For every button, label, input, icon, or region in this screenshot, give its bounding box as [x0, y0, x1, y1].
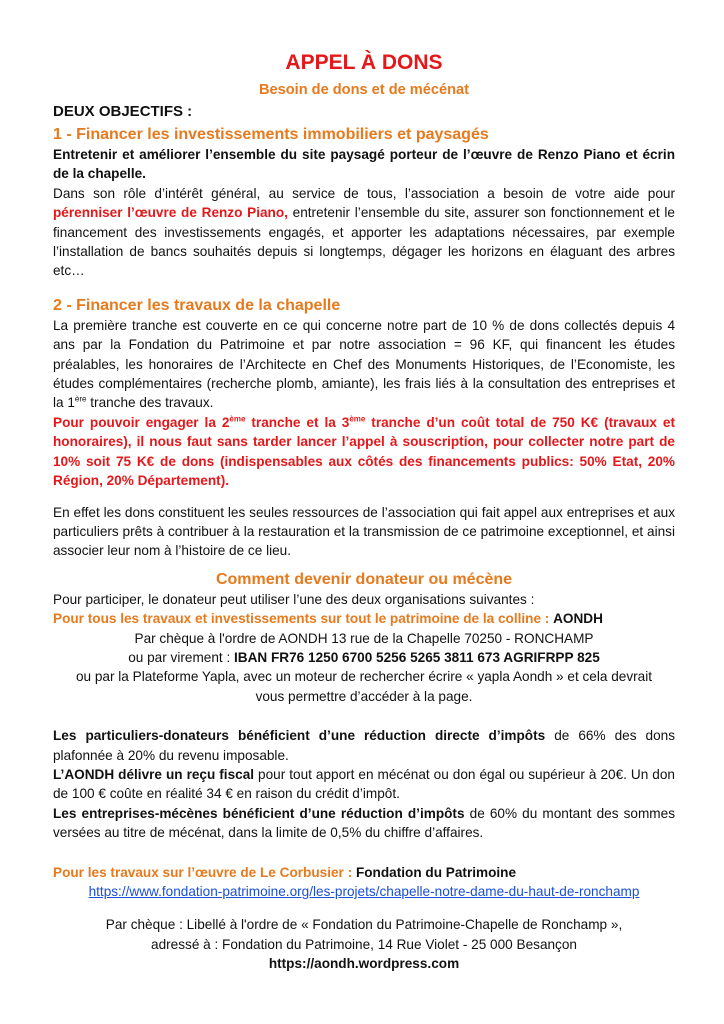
section1-lead: Entretenir et améliorer l’ensemble du site paysagé porteur de l’œuvre de Renzo Piano et écrin de la chapelle. [53, 147, 675, 182]
section1-body-start: Dans son rôle d’intérêt général, au service de tous, l’association a besoin de votre aide pour [53, 185, 675, 201]
red-sup-2: ème [349, 414, 366, 424]
iban: IBAN FR76 1250 6700 5256 5265 3811 673 AGRIFRPP 825 [234, 649, 600, 665]
website-url[interactable]: https://aondh.wordpress.com [268, 956, 460, 972]
red-sup-1: ème [229, 414, 246, 424]
donor-heading: Comment devenir donateur ou mécène [215, 570, 513, 588]
aondh-line [53, 609, 675, 628]
aondh-label: Pour tous les travaux et investissements sur tout le patrimoine de la colline : [53, 611, 550, 627]
tax-individuals-rest: de 66% des dons plafonnée à 20% du revenu imposable. [53, 728, 675, 763]
virement-label: ou par virement : [128, 649, 231, 665]
section2-para1 [53, 316, 675, 413]
objectives-heading: DEUX OBJECTIFS : [53, 103, 193, 120]
page-subtitle: Besoin de dons et de mécénat [258, 82, 470, 98]
section1-body-highlight: pérenniser l’œuvre de Renzo Piano, [53, 205, 288, 221]
tax-companies [53, 804, 675, 843]
section1-heading: 1 - Financer les investissements immobiliers et paysagés [53, 126, 489, 143]
tax-individuals-bold: Les particuliers-donateurs bénéficient d’une réduction directe d’impôts [53, 728, 546, 744]
tax-receipt [53, 765, 675, 804]
tax-receipt-rest: pour tout apport en mécénat ou don égal ou supérieur à 20€. Un don de 100 € coûte en réalité 34 € en raison du crédit d’impôt. [53, 766, 675, 802]
red-part-1: Pour pouvoir engager la 2 [53, 414, 230, 430]
tax-companies-bold: Les entreprises-mécènes bénéficient d’une réduction d’impôts [53, 805, 465, 821]
section2-para1-end: tranche des travaux. [86, 395, 214, 411]
page-title: APPEL À DONS [285, 51, 443, 74]
fondation-cheque-line2: adressé à : Fondation du Patrimoine, 14 Rue Violet - 25 000 Besançon [151, 936, 577, 952]
fondation-cheque-line1: Par chèque : Libellé à l'ordre de « Fondation du Patrimoine-Chapelle de Ronchamp », [105, 917, 623, 933]
red-part-3: tranche d’un coût total de 750 K€ (travaux et honoraires), il nous faut sans tarder lancer l’appel à souscription, pour collecter notre part de 10% soit 75 K€ de dons (indispensables aux côtés des financements publics: 50% Etat, 20% Région, 20% Département). [53, 414, 675, 489]
tax-individuals [53, 726, 675, 765]
red-part-2: tranche et la 3 [245, 414, 350, 430]
section2-para2: En effet les dons constituent les seules ressources de l’association qui fait appel aux entreprises et aux particuliers prêts à contribuer à la restauration et la transmission de ce patrimoine exceptionnel, et ainsi associer leur nom à l’histoire de ce lieu. [53, 504, 675, 559]
fondation-label: Pour les travaux sur l’œuvre de Le Corbusier : [53, 864, 353, 880]
yapla-note: ou par la Plateforme Yapla, avec un moteur de rechercher écrire « yapla Aondh » et cela devrait vous permettre d’accéder à la page. [75, 669, 653, 704]
donor-intro: Pour participer, le donateur peut utiliser l’une des deux organisations suivantes : [53, 591, 535, 607]
aondh-cheque: Par chèque à l'ordre de AONDH 13 rue de la Chapelle 70250 - RONCHAMP [134, 630, 594, 646]
section2-para1-sup: ère [74, 394, 87, 404]
tax-companies-rest: de 60% du montant des sommes versées au titre de mécénat, dans la limite de 0,5% du chiffre d’affaires. [53, 805, 675, 841]
section2-heading: 2 - Financer les travaux de la chapelle [53, 296, 341, 314]
aondh-name: AONDH [553, 611, 603, 627]
donation-appeal-page [53, 50, 675, 974]
fondation-name: Fondation du Patrimoine [355, 864, 517, 880]
tax-receipt-bold: L’AONDH délivre un reçu fiscal [53, 766, 255, 782]
section2-para1-start: La première tranche est couverte en ce qui concerne notre part de 10 % de dons collectés depuis 4 ans par la Fondation du Patrimoine et par notre association = 96 KF, qui financent les études préalables, les honoraires de l’Architecte en Chef des Monuments Historiques, de l’Economiste, les études complémentaires (recherche plomb, amiante), les frais liés à la consultation des entreprises et la 1 [53, 317, 675, 411]
fondation-line [53, 863, 675, 882]
fondation-link-line [53, 882, 675, 901]
fondation-link[interactable]: https://www.fondation-patrimoine.org/les-projets/chapelle-notre-dame-du-haut-de-ronchamp [88, 884, 640, 899]
section2-red-paragraph [53, 413, 675, 491]
section1-body [53, 184, 675, 281]
aondh-virement [53, 648, 675, 667]
section1-body-end: entretenir l’ensemble du site, assurer son fonctionnement et le financement des investissements engagés, et apporter les adaptations nécessaires, par exemple l’installation de bancs souhaités depuis si longtemps, dégager les horizons en élaguant des arbres etc… [53, 205, 675, 279]
